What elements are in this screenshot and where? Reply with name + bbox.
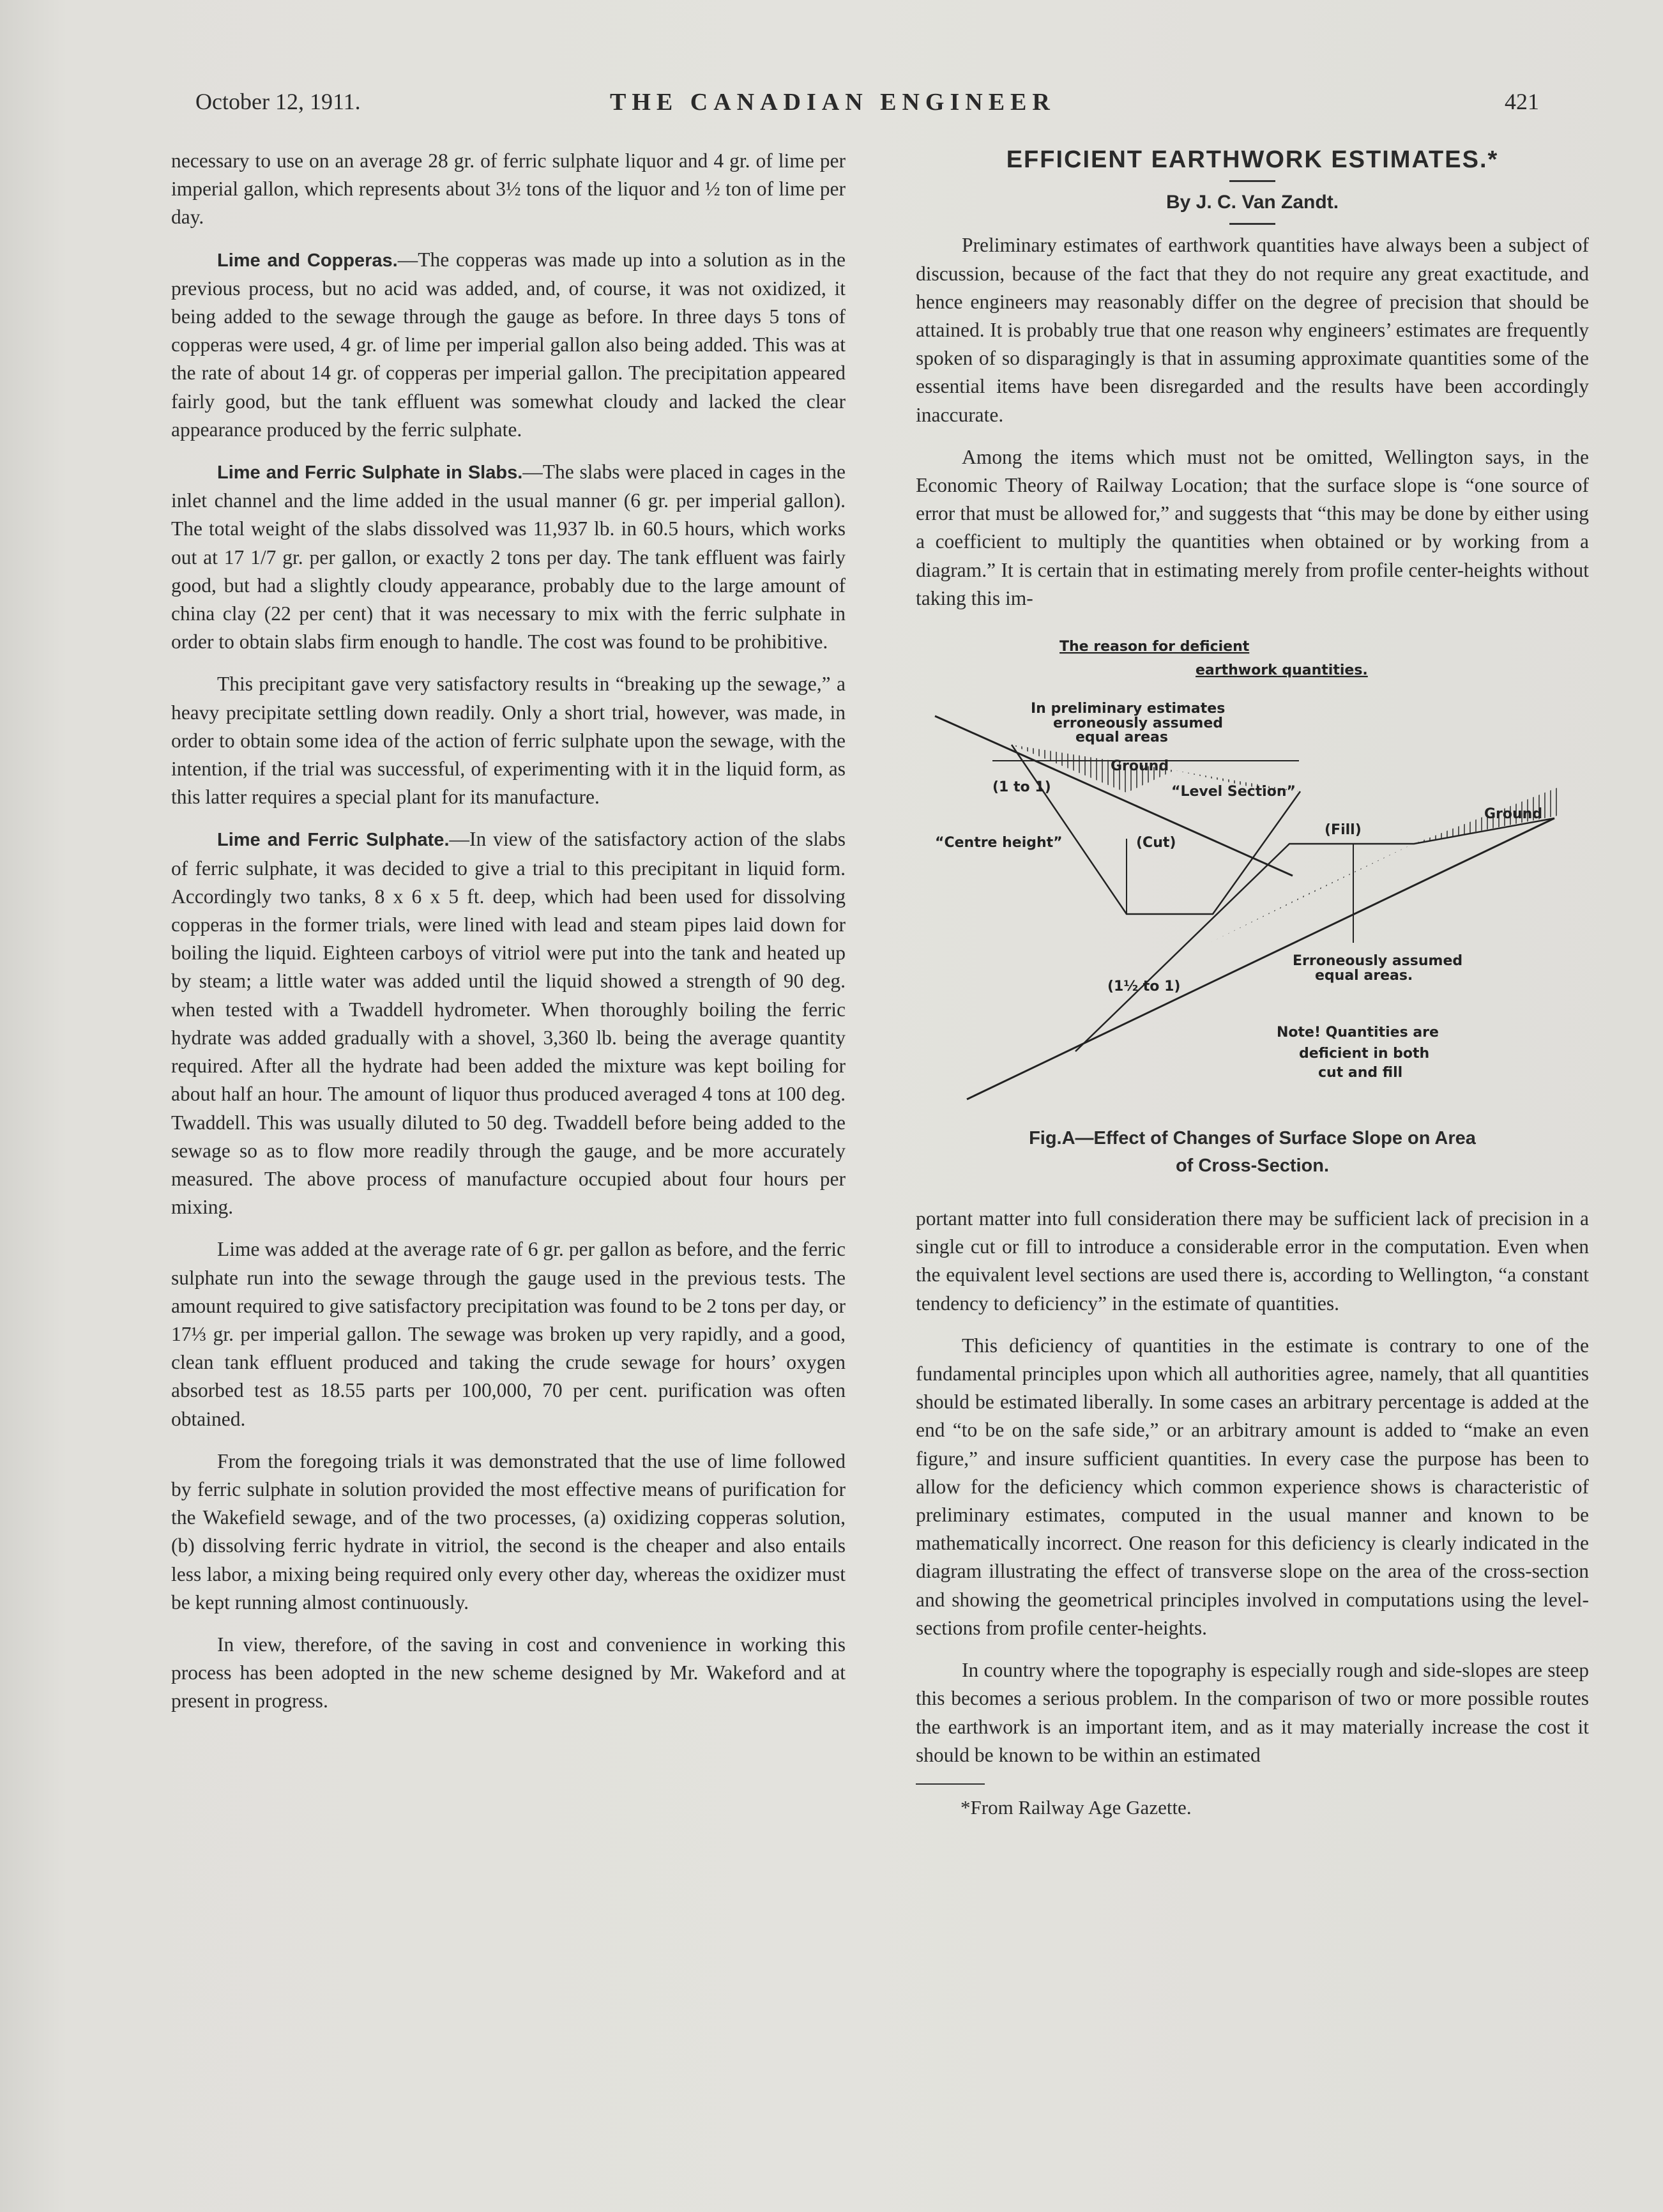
label-ground-upper: Ground — [1111, 758, 1169, 775]
note-line-1: Note! Quantities are — [1277, 1025, 1439, 1041]
journal-title: THE CANADIAN ENGINEER — [610, 89, 1056, 116]
left-column — [171, 147, 846, 1730]
label-slope-cut: (1 to 1) — [992, 779, 1051, 796]
footnote: *From Railway Age Gazette. — [961, 1796, 1192, 1819]
label-erroneous-1: Erroneously assumed — [1293, 953, 1463, 970]
paragraph: From the foregoing trials it was demonstrated that the use of lime followed by ferric sulphate in solution provided the most effective means of purification for the Wakefield sewage, and of the two processes, (a) oxidizing copperas solution, (b) dissolving ferric hydrate in vitriol, the second is the cheaper and also entails less labor, a mixing being required only every other day, whereas the oxidizer must be kept running almost continuously. — [171, 1449, 846, 1613]
figure-caption — [916, 1125, 1589, 1180]
title-rule — [1229, 180, 1275, 182]
footnote-rule — [916, 1783, 985, 1785]
byline: By J. C. Van Zandt. — [1166, 192, 1339, 213]
section-heading: Lime and Copperas. — [217, 250, 398, 271]
article-title: EFFICIENT EARTHWORK ESTIMATES.* — [1006, 146, 1499, 173]
label-ground-right: Ground — [1484, 806, 1543, 823]
paragraph-body: —The copperas was made up into a solution as in the previous process, but no acid was added, and, of course, it was not oxidized, it being added to the sewage through the gauge as before. In three days 5 tons of copperas were used, 4 gr. of lime per imperial gallon also being added. This was at the rate of about 14 gr. of copperas per imperial gallon. The precipitation appeared fairly good, but the tank effluent was somewhat cloudy and lacked the clear appearance produced by the ferric sulphate. — [171, 248, 846, 441]
paragraph-body: —In view of the satisfactory action of the slabs of ferric sulphate, it was decided to give a trial to this precipitant in liquid form. Accordingly two tanks, 8 x 6 x 5 ft. deep, which had been used for dissolving copperas in the former trials, were lined with lead and steam pipes laid down for boiling the liquid. Eighteen carboys of vitriol were put into the tank and heated up by steam; a little water was added until the liquid showed a strength of 90 deg. when tested with a Twaddell hydrometer. When thoroughly boiling the ferric hydrate was added gradually with a shovel, 3,360 lb. being the average quantity required. After all the hydrate had been added the mixture was kept boiling for about half an hour. The amount of liquor thus produced averaged 4 tons at 100 deg. Twaddell. This was usually diluted to 50 deg. Twaddell before being added to the sewage so as to flow more readily through the gauge, and be more accurately measured. The above process of manufacture occupied about four hours per mixing. — [171, 828, 846, 1219]
figure-caption-line2: of Cross-Section. — [1175, 1156, 1330, 1177]
figure-title-line1: The reason for deficient — [1059, 639, 1250, 655]
label-erroneous-2: equal areas. — [1315, 968, 1413, 984]
byline-rule — [1229, 223, 1275, 225]
issue-date: October 12, 1911. — [195, 89, 361, 114]
ground-line-lower — [967, 818, 1554, 1099]
label-level-section: “Level Section” — [1171, 784, 1296, 800]
label-fill: (Fill) — [1325, 822, 1362, 839]
paragraph: Preliminary estimates of earthwork quantities have always been a subject of discussion, because of the fact that they do not require any great exactitude, and hence engineers may reasonably differ on the degree of precision that should be attained. It is probably true that one reason why engineers’ estimates are frequently spoken of so disparagingly is that in assuming approximate quantities some of the essential items have been disregarded and the results have been accordingly inaccurate. — [916, 234, 1589, 426]
label-preliminary-2: erroneously assumed — [1053, 715, 1224, 732]
paragraph: Among the items which must not be omitted, Wellington says, in the Economic Theory of Railway Location; that the surface slope is “one source of error that must be allowed for,” and suggests that “this may be done by either using a coefficient to multiply the quantities when obtained or by working from a diagram.” It is certain that in estimating merely from profile center-heights without taking this im- — [916, 445, 1589, 609]
section-heading: Lime and Ferric Sulphate in Slabs. — [217, 462, 523, 484]
section-heading: Lime and Ferric Sulphate. — [217, 830, 450, 851]
note-line-2: deficient in both — [1299, 1046, 1430, 1062]
label-preliminary-3: equal areas — [1075, 729, 1168, 746]
paragraph — [171, 458, 846, 656]
paragraph: necessary to use on an average 28 gr. of ferric sulphate liquor and 4 gr. of lime per imperial gallon, which represents about 3½ tons of the liquor and ½ ton of lime per day. — [171, 149, 846, 229]
paragraph: Lime was added at the average rate of 6 gr. per gallon as before, and the ferric sulphate run into the sewage through the gauge used in the previous tests. The amount required to give satisfactory precipitation was found to be 2 tons per day, or 17⅓ gr. per imperial gallon. The sewage was broken up very rapidly, and a good, clean tank effluent produced and taking the crude sewage for hours’ oxygen absorbed test as 18.55 parts per 100,000, 70 per cent. purification was often obtained. — [171, 1238, 846, 1430]
label-cut: (Cut) — [1136, 835, 1176, 851]
paragraph: In view, therefore, of the saving in cost and convenience in working this process has been adopted in the new scheme designed by Mr. Wakeford and at present in progress. — [171, 1633, 846, 1712]
right-column — [916, 147, 1589, 1822]
paragraph — [171, 246, 846, 444]
note-line-3: cut and fill — [1318, 1065, 1403, 1081]
label-slope-fill: (1½ to 1) — [1107, 979, 1181, 995]
figure-a — [916, 627, 1589, 1192]
paragraph-body: —The slabs were placed in cages in the inlet channel and the lime added in the usual manner (6 gr. per imperial gallon). The total weight of the slabs dissolved was 11,937 lb. in 60.5 hours, which works out at 17 1/7 gr. per gallon, or exactly 2 tons per day. The tank effluent was fairly good, but had a slightly cloudy appearance, probably due to the large amount of china clay (22 per cent) that it was necessary to mix with the ferric sulphate in order to obtain slabs firm enough to handle. The cost was found to be prohibitive. — [171, 461, 846, 653]
paragraph: This deficiency of quantities in the estimate is contrary to one of the fundamental principles upon which all authorities agree, namely, that all quantities should be estimated liberally. In some cases an arbitrary percentage is added at the end “to be on the safe side,” or an arbitrary amount is added to “make an even figure,” and insure sufficient quantities. In every case the purpose has been to allow for the deficiency which common experience shows is characteristic of preliminary estimates, computed in the usual manner and known to be mathematically incorrect. One reason for this deficiency is clearly indicated in the diagram illustrating the effect of transverse slope on the area of the cross-section and showing the geometrical principles involved in computations using the level-sections from profile center-heights. — [916, 1334, 1589, 1639]
page-number: 421 — [1505, 89, 1539, 114]
figure-caption-line1: Fig.A—Effect of Changes of Surface Slope on Area — [1029, 1128, 1476, 1149]
label-preliminary-1: In preliminary estimates — [1031, 701, 1226, 717]
paragraph: portant matter into full consideration there may be sufficient lack of precision in a single cut or fill to introduce a considerable error in the computation. Even when the equivalent level sections are used there is, according to Wellington, “a constant tendency to deficiency” in the estimate of quantities. — [916, 1207, 1589, 1315]
paragraph — [171, 825, 846, 1221]
paragraph: In country where the topography is especially rough and side-slopes are steep this becomes a serious problem. In the comparison of two or more possible routes the earthwork is an important item, and as it may materially increase the cost it should be known to be within an estimated — [916, 1659, 1589, 1766]
cross-section-diagram — [916, 627, 1589, 1125]
paragraph: This precipitant gave very satisfactory results in “breaking up the sewage,” a heavy precipitate settling down readily. Only a short trial, however, was made, in order to obtain some idea of the action of ferric sulphate upon the sewage, with the intention, if the trial was successful, of experimenting with it in the liquid form, as this latter requires a special plant for its manufacture. — [171, 673, 846, 809]
running-header — [0, 88, 1663, 126]
figure-title-line2: earthwork quantities. — [1196, 662, 1368, 679]
label-centre-height: “Centre height” — [935, 835, 1063, 851]
